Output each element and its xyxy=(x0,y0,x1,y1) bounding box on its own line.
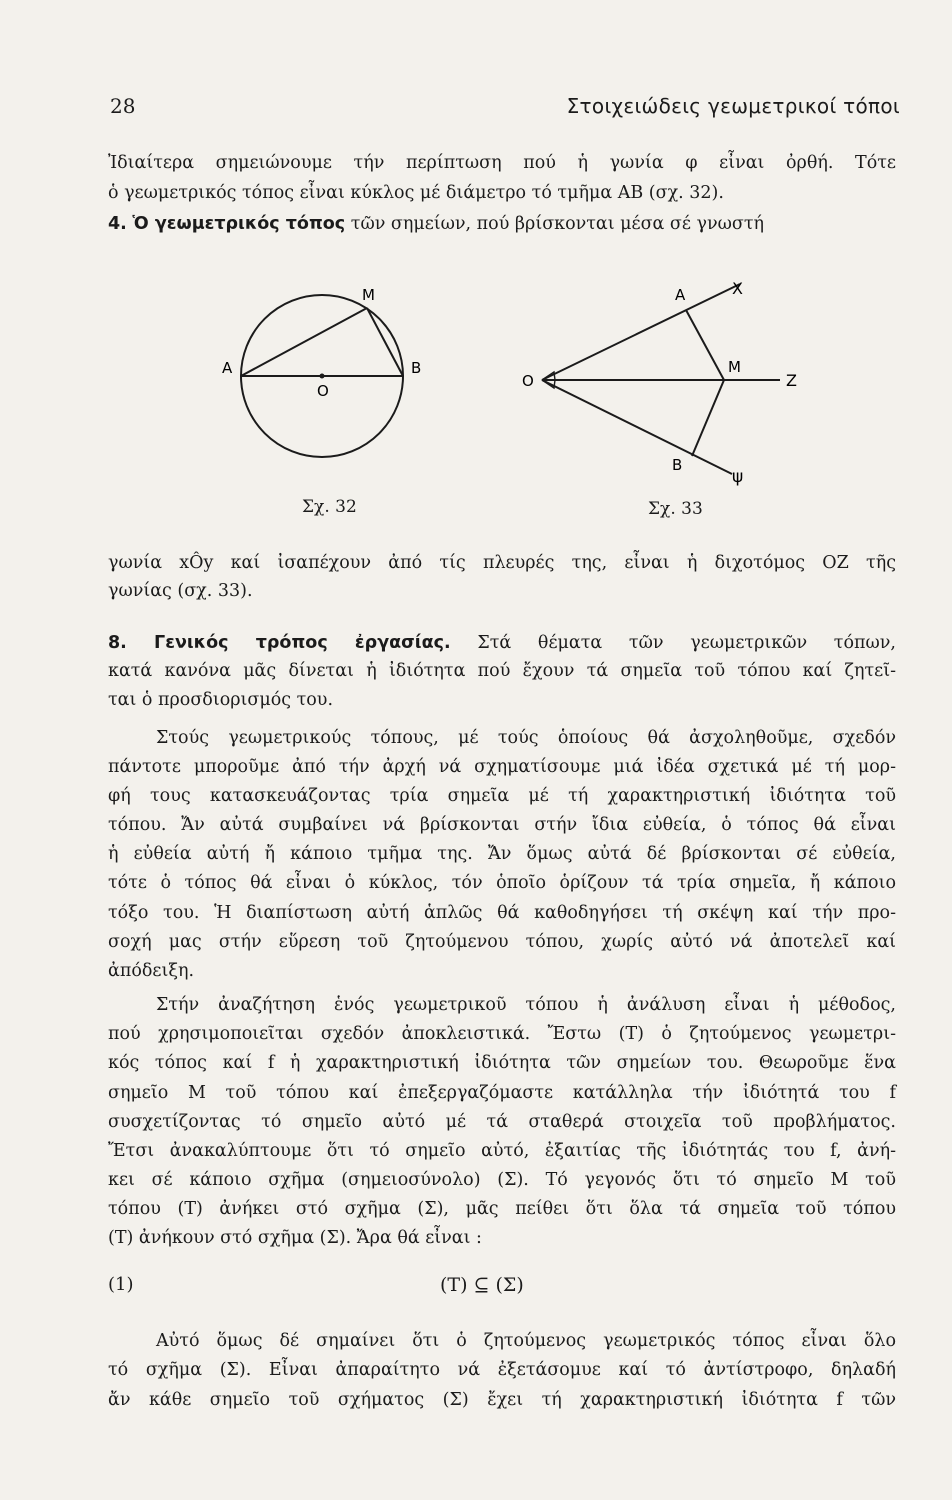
text-line: ἄν κάθε σημεῖο τοῦ σχήματος (Σ) ἔχει τή χαρακτηριστική ἰδιότητα f τῶν xyxy=(108,1390,896,1410)
text-line: Ἰδιαίτερα σημειώνουμε τήν περίπτωση πού ἡ γωνία φ εἶναι ὀρθή. Τότε xyxy=(108,153,896,173)
text-line: πού χρησιμοποιεῖται σχεδόν ἀποκλειστικά. Ἔστω (T) ὁ ζητούμενος γεωμετρι- xyxy=(108,1024,896,1044)
ray-ox xyxy=(542,284,740,380)
running-title: Στοιχειώδεις γεωμετρικοί τόποι xyxy=(566,94,900,118)
text-line: κατά κανόνα μᾶς δίνεται ἡ ἰδιότητα πού ἔχουν τά σημεῖα τοῦ τόπου καί ζητεῖ- xyxy=(108,661,896,681)
section-text: Στά θέματα τῶν γεωμετρικῶν τόπων, xyxy=(477,633,896,653)
item-text: τῶν σημείων, πού βρίσκονται μέσα σέ γνωστή xyxy=(350,214,764,234)
label-a: A xyxy=(222,359,233,377)
perpendicular-mb xyxy=(692,380,724,456)
text-line: τό σχῆμα (Σ). Εἶναι ἀπαραίτητο νά ἐξετάσομυε καί τό ἀντίστροφο, δηλαδή xyxy=(108,1360,896,1380)
text-line: κει σέ κάποιο σχῆμα (σημειοσύνολο) (Σ). Τό γεγονός ὅτι τό σημεῖο M τοῦ xyxy=(108,1170,896,1190)
figure-33 xyxy=(510,272,810,492)
text-line: Στήν ἀναζήτηση ἑνός γεωμετρικοῦ τόπου ἡ ἀνάλυση εἶναι ἡ μέθοδος, xyxy=(156,995,896,1015)
section-heading: 8. Γενικός τρόπος ἐργασίας. xyxy=(108,633,451,653)
chord-am xyxy=(241,308,367,376)
label-z: Z xyxy=(786,371,797,390)
label-m: M xyxy=(362,286,375,304)
text-line: τόπου (T) ἀνήκει στό σχῆμα (Σ), μᾶς πείθει ὅτι ὅλα τά σημεῖα τοῦ τόπου xyxy=(108,1199,896,1219)
chord-mb xyxy=(367,308,403,376)
text-line: ἡ εὐθεία αὐτή ἤ κάποιο τμῆμα της. Ἄν ὅμως αὐτά δέ βρίσκονται σέ εὐθεία, xyxy=(108,844,896,864)
text-line: Στούς γεωμετρικούς τόπους, μέ τούς ὁποίους θά ἀσχοληθοῦμε, σχεδόν xyxy=(156,728,896,748)
figure-33-caption: Σχ. 33 xyxy=(648,499,703,519)
text-line: ἀπόδειξη. xyxy=(108,961,195,981)
text-line: Αὐτό ὅμως δέ σημαίνει ὅτι ὁ ζητούμενος γεωμετρικός τόπος εἶναι ὅλο xyxy=(156,1331,896,1351)
perpendicular-ma xyxy=(686,310,724,380)
label-m: M xyxy=(728,358,741,376)
text-line: τόπου. Ἄν αὐτά συμβαίνει νά βρίσκονται στήν ἴδια εὐθεία, ὁ τόπος θά εἶναι xyxy=(108,815,896,835)
text-line: (T) ἀνήκουν στό σχῆμα (Σ). Ἄρα θά εἶναι : xyxy=(108,1228,482,1248)
text-line: συσχετίζοντας τό σημεῖο αὐτό μέ τά σταθερά στοιχεῖα τοῦ προβλήματος. xyxy=(108,1112,896,1132)
label-y: ψ xyxy=(732,467,744,487)
text-line: γωνία xÔy καί ἰσαπέχουν ἀπό τίς πλευρές της, εἶναι ἡ διχοτόμος OZ τῆς xyxy=(108,553,896,573)
item-title: Ὁ γεωμετρικός τόπος xyxy=(132,214,346,234)
label-x: X xyxy=(732,279,743,298)
label-b: B xyxy=(672,456,683,474)
page-header xyxy=(110,94,900,126)
text-line: φή τους κατασκευάζοντας τρία σημεῖα μέ τή χαρακτηριστική ἰδιότητα τοῦ xyxy=(108,786,896,806)
text-line: πάντοτε μποροῦμε ἀπό τήν ἀρχή νά σχηματίσουμε μιά ἰδέα σχετικά μέ τή μορ- xyxy=(108,757,896,777)
label-o: O xyxy=(522,372,534,390)
text-line: τόξο του. Ἡ διαπίστωση αὐτή ἁπλῶς θά καθοδηγήσει τή σκέψη καί τήν προ- xyxy=(108,903,896,923)
text-line: ὁ γεωμετρικός τόπος εἶναι κύκλος μέ διάμετρο τό τμῆμα AB (σχ. 32). xyxy=(108,183,724,203)
text-line: Ἔτσι ἀνακαλύπτουμε ὅτι τό σημεῖο αὐτό, ἐξαιτίας τῆς ἰδιότητάς του f, ἀνή- xyxy=(108,1141,896,1161)
text-line: σοχή μας στήν εὕρεση τοῦ ζητούμενου τόπου, χωρίς αὐτό νά ἀποτελεῖ καί xyxy=(108,932,896,952)
center-point xyxy=(320,374,325,379)
figure-33-diagram xyxy=(510,272,810,492)
item-number: 4. xyxy=(108,214,127,234)
equation-number: (1) xyxy=(108,1274,134,1295)
page-number: 28 xyxy=(110,94,136,118)
figure-32-caption: Σχ. 32 xyxy=(302,497,357,517)
text-line: ται ὁ προσδιορισμός του. xyxy=(108,690,334,710)
section-8-line xyxy=(108,632,896,654)
item-4-line xyxy=(108,213,896,235)
label-b: B xyxy=(411,359,422,377)
equation-formula: (T) ⊆ (Σ) xyxy=(440,1274,524,1296)
text-line: σημεῖο M τοῦ τόπου καί ἐπεξεργαζόμαστε κατάλληλα τήν ἰδιότητά του f xyxy=(108,1083,896,1103)
label-a: A xyxy=(675,286,686,304)
text-line: γωνίας (σχ. 33). xyxy=(108,581,253,601)
text-line: κός τόπος καί f ἡ χαρακτηριστική ἰδιότητα τῶν σημείων του. Θεωροῦμε ἕνα xyxy=(108,1053,896,1073)
figure-32 xyxy=(214,280,434,480)
figure-32-diagram xyxy=(214,280,434,480)
label-o: O xyxy=(317,382,329,400)
text-line: τότε ὁ τόπος θά εἶναι ὁ κύκλος, τόν ὁποῖο ὁρίζουν τά τρία σημεῖα, ἤ κάποιο xyxy=(108,873,896,893)
